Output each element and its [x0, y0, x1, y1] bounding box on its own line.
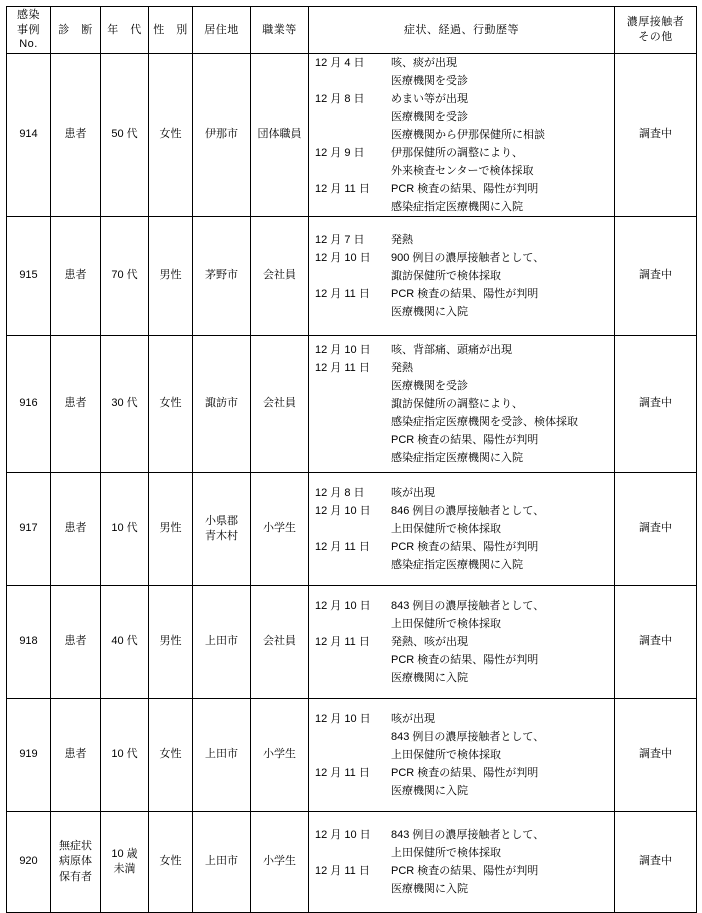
header-line: 診 断	[58, 23, 93, 36]
cell-diagnosis-line: 患者	[64, 635, 87, 648]
cell-residence	[193, 336, 251, 473]
cell-residence-line: 茅野市	[205, 269, 238, 282]
event-description-line: PCR 検査の結果、陽性が判明	[391, 288, 539, 300]
event-description-line: 発熱	[391, 234, 413, 246]
cell-residence	[193, 473, 251, 586]
event-description	[391, 144, 545, 180]
event-description-line: 咳が出現	[391, 487, 435, 499]
event-row	[315, 633, 544, 687]
cell-sex-line: 男性	[159, 522, 182, 535]
event-row	[315, 231, 544, 249]
event-description-line: 咳、背部痛、頭痛が出現	[391, 344, 512, 356]
event-description-line: 感染症指定医療機関を受診、検体採取	[391, 416, 578, 428]
event-row	[315, 826, 544, 862]
event-row	[315, 862, 544, 898]
cell-diagnosis-line: 患者	[64, 522, 87, 535]
cell-age	[101, 336, 149, 473]
cell-close-contacts	[615, 54, 697, 217]
event-timeline	[315, 597, 544, 687]
cell-case-no	[7, 473, 51, 586]
event-description-line: 846 例目の濃厚接触者として、	[391, 505, 545, 517]
event-description	[391, 633, 544, 687]
cell-occupation-line: 会社員	[263, 635, 296, 648]
event-description-line: 諏訪保健所の調整により、	[391, 398, 523, 410]
event-description-line: 医療機関に入院	[391, 672, 468, 684]
cell-sex-line: 女性	[159, 128, 182, 141]
cell-occupation-line: 小学生	[263, 748, 296, 761]
header-cell-age	[101, 7, 149, 54]
cell-diagnosis	[51, 336, 101, 473]
cell-residence	[193, 586, 251, 699]
cell-diagnosis-line: 無症状	[59, 839, 92, 852]
event-description-line: PCR 検査の結果、陽性が判明	[391, 183, 539, 195]
header-line: 濃厚接触者	[626, 16, 685, 29]
header-cell-sex	[149, 7, 193, 54]
cell-sex-line: 女性	[159, 855, 182, 868]
event-row	[315, 764, 544, 800]
cell-occupation-line: 団体職員	[257, 128, 302, 141]
cell-age-line: 10 代	[111, 748, 138, 761]
cell-sex	[149, 812, 193, 913]
cell-occupation-line: 小学生	[263, 855, 296, 868]
cell-residence-line: 伊那市	[205, 128, 238, 141]
cell-age-line: 30 代	[111, 397, 138, 410]
event-description	[391, 826, 544, 862]
cell-details	[309, 812, 615, 913]
event-description-line: 上田保健所で検体採取	[391, 523, 501, 535]
event-description-line: 医療機関から伊那保健所に相談	[391, 129, 545, 141]
cell-age-line: 40 代	[111, 635, 138, 648]
event-description-line: 医療機関を受診	[391, 111, 468, 123]
event-description	[391, 54, 545, 90]
cell-case-no-line: 917	[19, 522, 38, 535]
event-date: 12 月 8 日	[315, 93, 365, 105]
event-date: 12 月 10 日	[315, 252, 371, 264]
event-date: 12 月 10 日	[315, 713, 371, 725]
cell-diagnosis-line: 患者	[64, 397, 87, 410]
event-row	[315, 341, 578, 359]
event-description	[391, 249, 544, 285]
event-description-line: 843 例目の濃厚接触者として、	[391, 600, 545, 612]
cell-diagnosis-line: 患者	[64, 269, 87, 282]
event-description	[391, 90, 545, 144]
event-date: 12 月 10 日	[315, 505, 371, 517]
event-description-line: PCR 検査の結果、陽性が判明	[391, 654, 539, 666]
event-description	[391, 710, 544, 764]
cell-occupation	[251, 217, 309, 336]
cell-occupation	[251, 699, 309, 812]
event-row	[315, 285, 544, 321]
event-description-line: 感染症指定医療機関に入院	[391, 452, 523, 464]
event-description-line: 咳が出現	[391, 713, 435, 725]
cell-sex	[149, 473, 193, 586]
event-description	[391, 484, 544, 502]
cell-occupation	[251, 54, 309, 217]
event-description-line: 感染症指定医療機関に入院	[391, 201, 523, 213]
cell-residence-line: 小県郡	[205, 514, 238, 527]
event-description-line: 発熱	[391, 362, 413, 374]
event-description-line: めまい等が出現	[391, 93, 468, 105]
cell-occupation-line: 会社員	[263, 269, 296, 282]
cell-diagnosis	[51, 473, 101, 586]
cell-diagnosis	[51, 699, 101, 812]
cell-close-contacts	[615, 812, 697, 913]
cell-case-no-line: 919	[19, 748, 38, 761]
cell-occupation-line: 会社員	[263, 397, 296, 410]
event-description-line: 発熱、咳が出現	[391, 636, 468, 648]
event-description	[391, 502, 544, 538]
table-header-row	[7, 7, 697, 54]
cell-residence	[193, 699, 251, 812]
cell-occupation	[251, 812, 309, 913]
header-line: 事例	[17, 23, 40, 36]
cell-occupation	[251, 336, 309, 473]
event-description-line: 上田保健所で検体採取	[391, 749, 501, 761]
header-line: 職業等	[262, 23, 297, 36]
event-description-line: 843 例目の濃厚接触者として、	[391, 731, 545, 743]
cell-residence-line: 上田市	[205, 855, 238, 868]
cell-age	[101, 473, 149, 586]
header-cell-occupation	[251, 7, 309, 54]
event-description	[391, 597, 544, 633]
event-description-line: 外来検査センターで検体採取	[391, 165, 534, 177]
header-line: 年 代	[107, 23, 142, 36]
event-date: 12 月 11 日	[315, 541, 370, 553]
event-row	[315, 484, 544, 502]
cell-age	[101, 54, 149, 217]
event-row	[315, 538, 544, 574]
cell-sex-line: 男性	[159, 269, 182, 282]
cell-case-no	[7, 812, 51, 913]
cell-details	[309, 54, 615, 217]
cell-close-contacts	[615, 586, 697, 699]
event-row	[315, 144, 545, 180]
event-date: 12 月 7 日	[315, 234, 365, 246]
cell-details	[309, 473, 615, 586]
header-line: その他	[638, 31, 673, 43]
table-row	[7, 699, 697, 812]
header-cell-close-contacts	[615, 7, 697, 54]
cell-close-contacts	[615, 217, 697, 336]
cell-residence-line: 諏訪市	[205, 397, 238, 410]
table-row	[7, 586, 697, 699]
event-date: 12 月 11 日	[315, 865, 370, 877]
event-description-line: 医療機関に入院	[391, 883, 468, 895]
event-timeline	[315, 826, 544, 898]
event-date: 12 月 8 日	[315, 487, 365, 499]
cell-diagnosis-line: 患者	[64, 748, 87, 761]
header-cell-details	[309, 7, 615, 54]
event-description-line: 843 例目の濃厚接触者として、	[391, 829, 545, 841]
header-line: 感染	[17, 8, 40, 21]
cell-case-no	[7, 699, 51, 812]
event-timeline	[315, 54, 545, 216]
event-description	[391, 180, 545, 216]
table-row	[7, 473, 697, 586]
cell-diagnosis	[51, 586, 101, 699]
cell-case-no	[7, 54, 51, 217]
event-date: 12 月 11 日	[315, 288, 370, 300]
event-description-line: 伊那保健所の調整により、	[391, 147, 523, 159]
event-description-line: 医療機関を受診	[391, 75, 468, 87]
event-description-line: PCR 検査の結果、陽性が判明	[391, 865, 539, 877]
cell-age	[101, 586, 149, 699]
cell-close-contacts-line: 調査中	[639, 855, 672, 868]
cell-case-no-line: 915	[19, 269, 38, 282]
cell-residence-line: 青木村	[205, 530, 238, 542]
table-header	[7, 7, 697, 54]
cell-case-no-line: 916	[19, 397, 38, 410]
header-cell-diagnosis	[51, 7, 101, 54]
event-timeline	[315, 231, 544, 321]
event-description-line: PCR 検査の結果、陽性が判明	[391, 767, 539, 779]
cell-age	[101, 699, 149, 812]
cell-details	[309, 699, 615, 812]
cell-sex-line: 女性	[159, 748, 182, 761]
event-description-line: 医療機関に入院	[391, 785, 468, 797]
cell-age-line: 10 歳	[111, 847, 138, 860]
cell-age-line: 未満	[113, 863, 136, 875]
cell-sex	[149, 217, 193, 336]
event-description	[391, 538, 544, 574]
cell-close-contacts	[615, 699, 697, 812]
event-row	[315, 502, 544, 538]
cell-diagnosis	[51, 54, 101, 217]
header-line: 症状、経過、行動歴等	[404, 23, 519, 36]
cell-close-contacts-line: 調査中	[639, 748, 672, 761]
table-row	[7, 336, 697, 473]
event-date: 12 月 10 日	[315, 829, 371, 841]
event-row	[315, 249, 544, 285]
event-description-line: 諏訪保健所で検体採取	[391, 270, 501, 282]
event-description-line: 上田保健所で検体採取	[391, 618, 501, 630]
event-timeline	[315, 710, 544, 800]
event-description-line: 感染症指定医療機関に入院	[391, 559, 523, 571]
cell-details	[309, 336, 615, 473]
header-cell-residence	[193, 7, 251, 54]
cell-residence	[193, 812, 251, 913]
header-line: No.	[19, 38, 38, 51]
event-description-line: PCR 検査の結果、陽性が判明	[391, 541, 539, 553]
cell-diagnosis-line: 病原体	[59, 855, 92, 868]
cell-case-no-line: 920	[19, 855, 38, 868]
cell-age	[101, 812, 149, 913]
cell-close-contacts-line: 調査中	[639, 522, 672, 535]
event-description	[391, 231, 544, 249]
event-row	[315, 90, 545, 144]
event-description-line: 咳、痰が出現	[391, 57, 457, 69]
cell-occupation-line: 小学生	[263, 522, 296, 535]
event-date: 12 月 11 日	[315, 767, 370, 779]
cell-age-line: 10 代	[111, 522, 138, 535]
cell-case-no	[7, 336, 51, 473]
event-date: 12 月 4 日	[315, 57, 365, 69]
event-row	[315, 180, 545, 216]
event-description-line: 医療機関に入院	[391, 306, 468, 318]
cell-case-no-line: 914	[19, 128, 38, 141]
cell-close-contacts-line: 調査中	[639, 635, 672, 648]
event-description-line: 900 例目の濃厚接触者として、	[391, 252, 545, 264]
event-description	[391, 285, 544, 321]
cell-age-line: 70 代	[111, 269, 138, 282]
event-description-line: 上田保健所で検体採取	[391, 847, 501, 859]
event-description	[391, 764, 544, 800]
event-description-line: PCR 検査の結果、陽性が判明	[391, 434, 539, 446]
event-date: 12 月 9 日	[315, 147, 365, 159]
event-description-line: 医療機関を受診	[391, 380, 468, 392]
cell-close-contacts	[615, 336, 697, 473]
cell-close-contacts-line: 調査中	[639, 269, 672, 282]
cell-sex	[149, 54, 193, 217]
cell-close-contacts	[615, 473, 697, 586]
event-date: 12 月 11 日	[315, 362, 370, 374]
event-row	[315, 54, 545, 90]
header-cell-case-no	[7, 7, 51, 54]
event-timeline	[315, 341, 578, 467]
cell-sex-line: 女性	[159, 397, 182, 410]
cell-residence	[193, 217, 251, 336]
cell-residence	[193, 54, 251, 217]
cell-age-line: 50 代	[111, 128, 138, 141]
event-description	[391, 862, 544, 898]
cell-case-no	[7, 586, 51, 699]
event-row	[315, 359, 578, 467]
table-body	[7, 54, 697, 913]
header-line: 性 別	[153, 23, 188, 36]
event-date: 12 月 10 日	[315, 344, 371, 356]
event-date: 12 月 10 日	[315, 600, 371, 612]
event-date: 12 月 11 日	[315, 183, 370, 195]
cell-details	[309, 217, 615, 336]
cell-age	[101, 217, 149, 336]
cell-sex	[149, 586, 193, 699]
event-description	[391, 341, 578, 359]
covid-case-table	[6, 6, 697, 913]
event-date: 12 月 11 日	[315, 636, 370, 648]
cell-sex	[149, 336, 193, 473]
header-line: 居住地	[204, 23, 239, 36]
cell-occupation	[251, 586, 309, 699]
table-row	[7, 54, 697, 217]
cell-sex-line: 男性	[159, 635, 182, 648]
cell-case-no-line: 918	[19, 635, 38, 648]
cell-diagnosis-line: 保有者	[59, 870, 92, 883]
cell-close-contacts-line: 調査中	[639, 397, 672, 410]
table-row	[7, 812, 697, 913]
cell-sex	[149, 699, 193, 812]
event-row	[315, 597, 544, 633]
cell-occupation	[251, 473, 309, 586]
event-description	[391, 359, 578, 467]
cell-residence-line: 上田市	[205, 748, 238, 761]
cell-case-no	[7, 217, 51, 336]
cell-close-contacts-line: 調査中	[639, 128, 672, 141]
event-timeline	[315, 484, 544, 574]
event-row	[315, 710, 544, 764]
cell-diagnosis	[51, 812, 101, 913]
cell-residence-line: 上田市	[205, 635, 238, 648]
cell-diagnosis	[51, 217, 101, 336]
cell-diagnosis-line: 患者	[64, 128, 87, 141]
cell-details	[309, 586, 615, 699]
table-row	[7, 217, 697, 336]
